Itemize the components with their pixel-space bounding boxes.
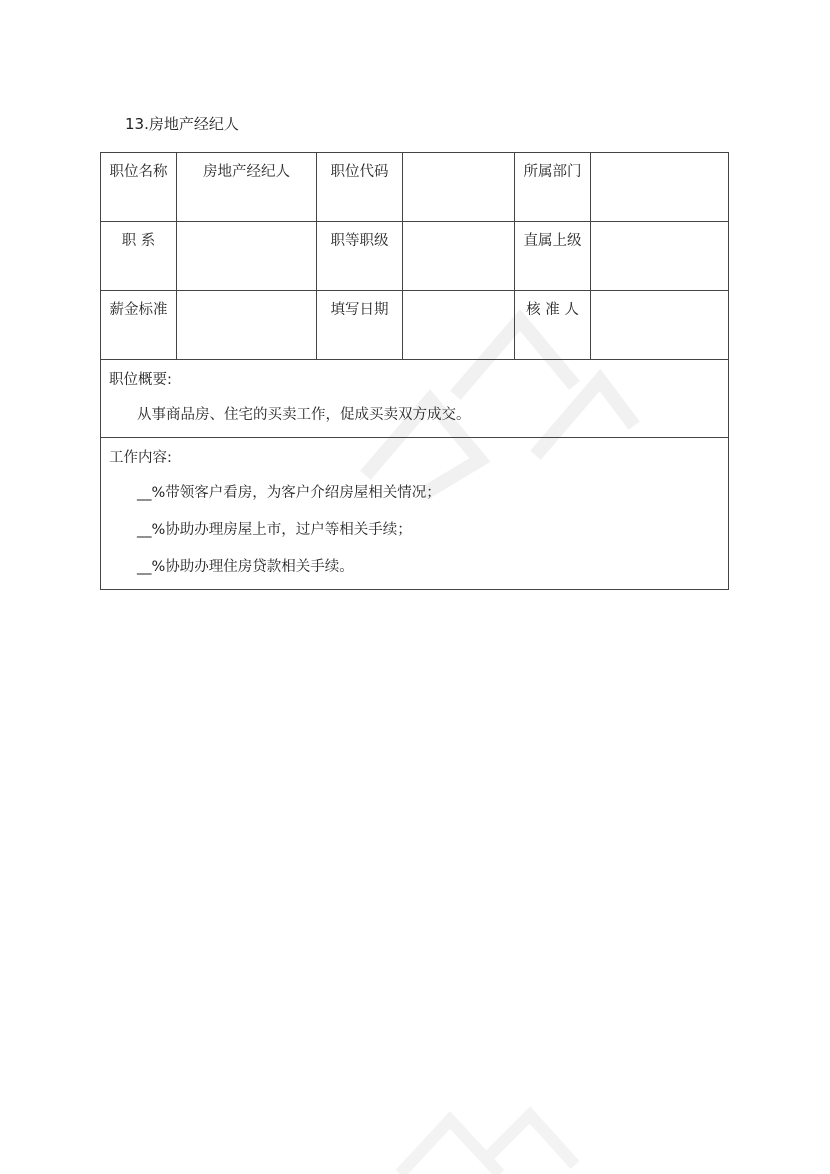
approver-label: 核 准 人	[526, 302, 579, 318]
table-row-summary	[101, 360, 729, 438]
value-cell	[591, 153, 729, 222]
summary-cell	[101, 360, 729, 438]
department-value	[591, 155, 728, 157]
label-cell	[515, 222, 591, 291]
grade-level-label: 职等职级	[330, 233, 389, 249]
grade-level-value	[403, 224, 514, 226]
value-cell	[177, 291, 317, 360]
value-cell	[403, 153, 515, 222]
value-cell	[403, 291, 515, 360]
approver-value	[591, 293, 728, 295]
section-title: 13.房地产经纪人	[125, 115, 239, 133]
label-cell	[317, 291, 403, 360]
duty-item: __%协助办理住房贷款相关手续。	[137, 559, 354, 575]
position-name-value: 房地产经纪人	[203, 164, 290, 180]
position-name-label: 职位名称	[109, 164, 168, 180]
value-cell	[177, 222, 317, 291]
direct-supervisor-label: 直属上级	[523, 233, 582, 249]
value-cell	[591, 291, 729, 360]
duties-heading: 工作内容:	[109, 450, 172, 466]
fill-date-label: 填写日期	[330, 302, 389, 318]
fill-date-value	[403, 293, 514, 295]
table-row-series	[101, 222, 729, 291]
summary-heading: 职位概要:	[109, 372, 172, 388]
duty-item: __%带领客户看房，为客户介绍房屋相关情况；	[137, 485, 441, 501]
job-series-value	[177, 224, 316, 226]
value-cell	[403, 222, 515, 291]
label-cell	[515, 153, 591, 222]
department-label: 所属部门	[523, 164, 582, 180]
value-cell	[177, 153, 317, 222]
salary-standard-value	[177, 293, 316, 295]
duty-item: __%协助办理房屋上市，过户等相关手续；	[137, 522, 412, 538]
direct-supervisor-value	[591, 224, 728, 226]
label-cell	[101, 153, 177, 222]
label-cell	[101, 291, 177, 360]
table-row-position	[101, 153, 729, 222]
position-code-value	[403, 155, 514, 157]
table-row-duties	[101, 438, 729, 590]
label-cell	[317, 153, 403, 222]
position-code-label: 职位代码	[330, 164, 389, 180]
watermark-graphic-bottom	[380, 1095, 580, 1174]
table-row-salary	[101, 291, 729, 360]
job-series-label: 职 系	[121, 233, 156, 249]
salary-standard-label: 薪金标准	[109, 302, 168, 318]
job-description-table	[100, 152, 729, 590]
label-cell	[515, 291, 591, 360]
label-cell	[101, 222, 177, 291]
value-cell	[591, 222, 729, 291]
duties-cell	[101, 438, 729, 590]
label-cell	[317, 222, 403, 291]
summary-text: 从事商品房、住宅的买卖工作，促成买卖双方成交。	[137, 407, 471, 423]
